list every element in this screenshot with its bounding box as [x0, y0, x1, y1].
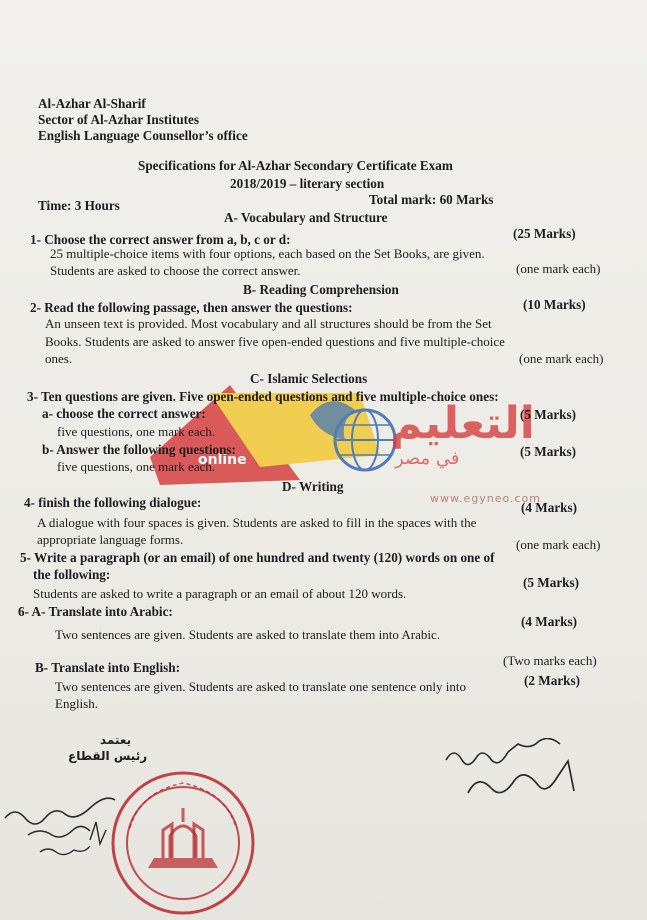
section-d-heading: D- Writing — [282, 479, 344, 494]
header-institution: Al-Azhar Al-Sharif — [38, 96, 146, 111]
footer-sector-head: رئيس القطاع — [68, 749, 148, 763]
question-3b-desc: five questions, one mark each. — [57, 459, 216, 474]
question-3a-marks: (5 Marks) — [520, 407, 577, 422]
exam-total-mark: Total mark: 60 Marks — [369, 192, 494, 207]
question-2-desc-3: ones. — [45, 351, 73, 366]
exam-title: Specifications for Al-Azhar Secondary Certificate Exam — [138, 158, 453, 173]
question-2-note: (one mark each) — [519, 351, 604, 366]
question-4-note: (one mark each) — [516, 537, 601, 552]
question-6b-desc-1: Two sentences are given. Students are asked to translate one sentence only into — [55, 679, 466, 694]
section-c-heading: C- Islamic Selections — [250, 371, 368, 386]
question-4-marks: (4 Marks) — [521, 500, 578, 515]
exam-year: 2018/2019 – literary section — [230, 176, 385, 191]
watermark-url: www.egyneo.com — [430, 492, 542, 505]
question-5-marks: (5 Marks) — [523, 575, 580, 590]
question-5: 5- Write a paragraph (or an email) of one hundred and twenty (120) words on one of — [20, 550, 495, 565]
question-1-desc-1: 25 multiple-choice items with four options, each based on the Set Books, are given. — [50, 246, 485, 261]
exam-time: Time: 3 Hours — [38, 198, 120, 213]
question-6a-note: (Two marks each) — [503, 653, 597, 668]
question-6a: 6- A- Translate into Arabic: — [18, 604, 173, 619]
question-3b-marks: (5 Marks) — [520, 444, 577, 459]
question-5-desc: Students are asked to write a paragraph or an email of about 120 words. — [33, 586, 407, 601]
question-6a-desc: Two sentences are given. Students are asked to translate them into Arabic. — [55, 627, 440, 642]
section-a-heading: A- Vocabulary and Structure — [224, 210, 388, 225]
header-office: English Language Counsellor’s office — [38, 128, 248, 143]
question-3a-desc: five questions, one mark each. — [57, 424, 216, 439]
question-2-desc-2: Books. Students are asked to answer five open-ended questions and five multiple-choice — [45, 334, 505, 349]
question-3a: a- choose the correct answer: — [42, 406, 206, 421]
question-6b-marks: (2 Marks) — [524, 673, 581, 688]
watermark-online: online — [198, 452, 247, 468]
question-4: 4- finish the following dialogue: — [24, 495, 202, 510]
question-5-line-2: the following: — [33, 567, 111, 582]
question-6a-marks: (4 Marks) — [521, 614, 578, 629]
section-b-heading: B- Reading Comprehension — [243, 282, 399, 297]
watermark-subtitle: في مصر — [395, 448, 460, 469]
question-6b-desc-2: English. — [55, 696, 98, 711]
question-1-desc-2: Students are asked to choose the correct answer. — [50, 263, 301, 278]
question-3: 3- Ten questions are given. Five open-ended questions and five multiple-choice ones: — [27, 389, 499, 404]
question-1: 1- Choose the correct answer from a, b, c or d: — [30, 232, 291, 247]
header-sector: Sector of Al-Azhar Institutes — [38, 112, 200, 127]
question-4-desc-2: appropriate language forms. — [37, 532, 184, 547]
question-2-marks: (10 Marks) — [523, 297, 586, 312]
footer-approved: يعتمد — [100, 733, 132, 747]
question-1-marks: (25 Marks) — [513, 226, 576, 241]
official-stamp-icon — [108, 768, 258, 918]
question-6b: B- Translate into English: — [35, 660, 180, 675]
question-1-note: (one mark each) — [516, 261, 601, 276]
question-2-desc-1: An unseen text is provided. Most vocabulary and all structures should be from the Set — [45, 316, 492, 331]
watermark-brand-text: التعليم — [390, 398, 535, 449]
question-3b: b- Answer the following questions: — [42, 442, 236, 457]
handwritten-signature-right-icon — [438, 738, 628, 813]
question-4-desc-1: A dialogue with four spaces is given. Students are asked to fill in the spaces with the — [37, 515, 477, 530]
question-2: 2- Read the following passage, then answer the questions: — [30, 300, 353, 315]
